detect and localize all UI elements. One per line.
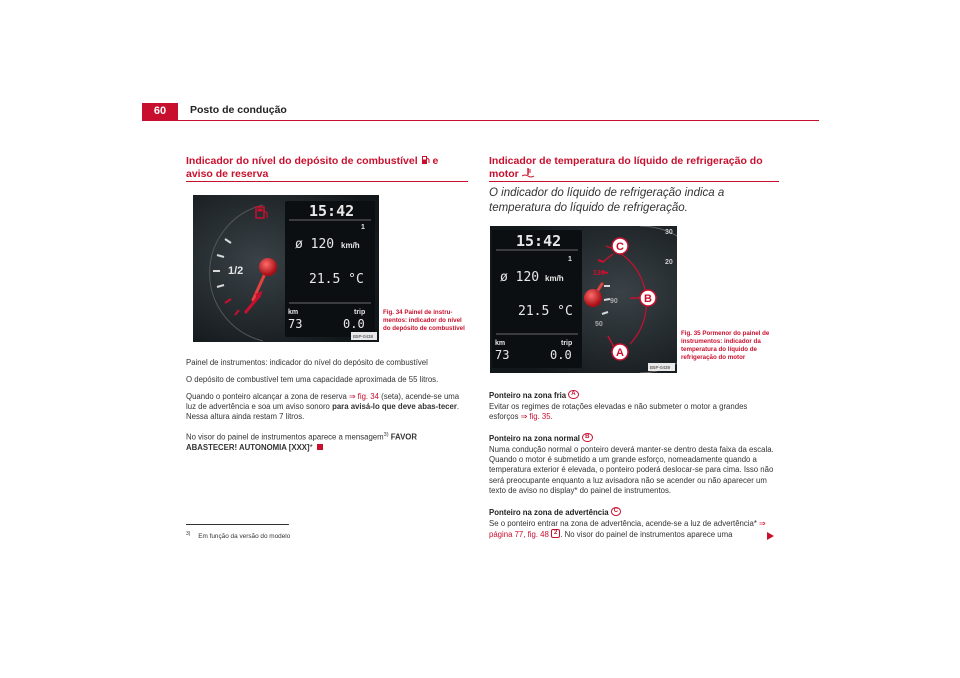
end-of-section-icon — [317, 444, 323, 450]
coolant-gauge-figure — [490, 226, 677, 373]
normal-zone-title-text: Ponteiro na zona normal — [489, 434, 580, 443]
fig35-km-label: km — [495, 340, 506, 347]
header-rule — [142, 120, 819, 121]
left-p2: O depósito de combustível tem uma capacidade aproximada de 55 litros. — [186, 375, 439, 384]
fig34-caption: Fig. 34 Painel de instru-mentos: indicador do nível do depósito de combustível — [383, 309, 465, 332]
tach-20: 20 — [665, 259, 673, 266]
warning-zone-text — [489, 519, 775, 540]
fig35-speed: ø 120 — [500, 270, 540, 285]
fig35-temperature: 21.5 °C — [518, 304, 573, 319]
fuel-gauge-figure — [193, 195, 379, 342]
tach-30: 30 — [665, 229, 673, 236]
callout-a: A — [616, 347, 624, 359]
scale-130: 130 — [593, 270, 605, 277]
left-p1: Painel de instrumentos: indicador do nível do depósito de combustível — [186, 358, 428, 367]
fig34-code: B5P-0438 — [353, 334, 374, 339]
fig35-time: 15:42 — [516, 232, 562, 250]
tag-b: B — [582, 433, 592, 442]
next-page-arrow-icon[interactable] — [767, 532, 774, 540]
fig34-time: 15:42 — [309, 202, 355, 220]
fig34-temperature: 21.5 °C — [309, 272, 364, 287]
left-p3-b: (seta), acende-se uma luz de advertência e soa um aviso sonoro — [186, 392, 460, 412]
left-p3 — [186, 392, 468, 423]
fig35-km-value: 73 — [495, 348, 510, 362]
cold-zone-text — [489, 402, 775, 422]
warning-zone-title-text: Ponteiro na zona de advertência — [489, 508, 609, 517]
right-heading-text: Indicador de temperatura do líquido de refrigeração do motor — [489, 155, 763, 180]
fig35-speed-unit: km/h — [545, 274, 564, 283]
left-p4-a: No visor do painel de instrumentos aparece a mensagem — [186, 432, 384, 442]
tag-2: 2 — [551, 529, 560, 538]
scale-50: 50 — [595, 321, 603, 328]
fig35-link[interactable]: ⇒ fig. 35 — [520, 412, 551, 422]
footnote — [186, 531, 290, 540]
cold-zone-title — [489, 390, 579, 401]
right-heading — [489, 155, 779, 181]
callout-b: B — [644, 293, 652, 305]
left-p4 — [186, 430, 468, 453]
fig35-gear: 1 — [568, 256, 572, 263]
cold-zone-text-b: . — [550, 412, 553, 422]
running-header: Posto de condução — [190, 104, 287, 116]
left-p3-c: . Nessa altura ainda restam 7 litros. — [186, 402, 460, 422]
footnote-text: Em função da versão do modelo — [198, 533, 291, 541]
page-number: 60 — [142, 103, 178, 120]
left-heading-rule — [186, 181, 468, 182]
left-p3-bold: para avisá-lo que deve abas-tecer — [332, 402, 457, 412]
left-p4-bold: FAVOR ABASTECER! AUTONOMIA [XXX] — [186, 432, 417, 452]
scale-90: 90 — [610, 298, 618, 305]
left-p4-star: * — [309, 442, 313, 452]
left-heading-text: Indicador do nível do depósito de combustível — [186, 155, 418, 167]
callout-c: C — [616, 241, 624, 253]
fig35-caption: Fig. 35 Pormenor do painel de instrumentos: indicador da temperatura do líquido de refrigeração do motor — [681, 330, 770, 361]
fig34-speed-unit: km/h — [341, 241, 360, 250]
cold-zone-title-text: Ponteiro na zona fria — [489, 391, 567, 400]
fig34-km-label: km — [288, 309, 299, 316]
footnote-number: 3) — [186, 531, 191, 537]
fig34-speed: ø 120 — [295, 237, 335, 252]
normal-zone-text: Numa condução normal o ponteiro deverá manter-se dentro desta faixa da escala. Quando o motor é submetido a um grande esforço, nomeadamente quando a temperatura exterior é elevada, o ponteiro poderá deslocar-se para cima. Isso não será preocupante enquanto a luz avisadora não se acender ou não aparecer um texto de aviso no display* do painel de instrumentos. — [489, 445, 774, 495]
fig34-trip-value: 0.0 — [343, 317, 365, 331]
fig34-trip-label: trip — [354, 309, 366, 316]
coolant-temp-icon — [522, 168, 534, 178]
left-p3-a: Quando o ponteiro alcançar a zona de reserva — [186, 392, 349, 401]
page77-link[interactable]: ⇒ página 77, fig. 48 — [489, 519, 766, 540]
fig34-link[interactable]: ⇒ fig. 34 — [348, 392, 379, 401]
warning-zone-text-a: Se o ponteiro entrar na zona de advertência, acende-se a luz de advertência* — [489, 519, 760, 528]
fig34-km-value: 73 — [288, 317, 303, 331]
right-heading-rule — [489, 181, 779, 182]
right-lead: O indicador do líquido de refrigeração indica a temperatura do líquido de refrigeração. — [489, 187, 725, 214]
tag-a: A — [568, 390, 578, 399]
cold-zone-text-a: Evitar os regimes de rotações elevadas e não submeter o motor a grandes esforços — [489, 402, 748, 422]
half-mark: 1/2 — [228, 265, 244, 277]
warning-zone-text-b: . No visor do painel de instrumentos aparece uma — [560, 530, 733, 540]
fig34-gear: 1 — [361, 224, 365, 231]
fig35-trip-label: trip — [561, 340, 573, 347]
footnote-rule — [186, 524, 289, 525]
fuel-pump-icon — [421, 155, 430, 165]
fig35-trip-value: 0.0 — [550, 348, 572, 362]
warning-zone-title — [489, 507, 621, 518]
left-heading — [186, 155, 468, 181]
fig35-code: B5P-0439 — [650, 365, 671, 370]
left-heading-suffix: e aviso de reserva — [186, 155, 439, 180]
normal-zone-title — [489, 433, 593, 444]
tag-c: C — [611, 507, 621, 516]
footnote-ref: 3) — [383, 432, 389, 438]
